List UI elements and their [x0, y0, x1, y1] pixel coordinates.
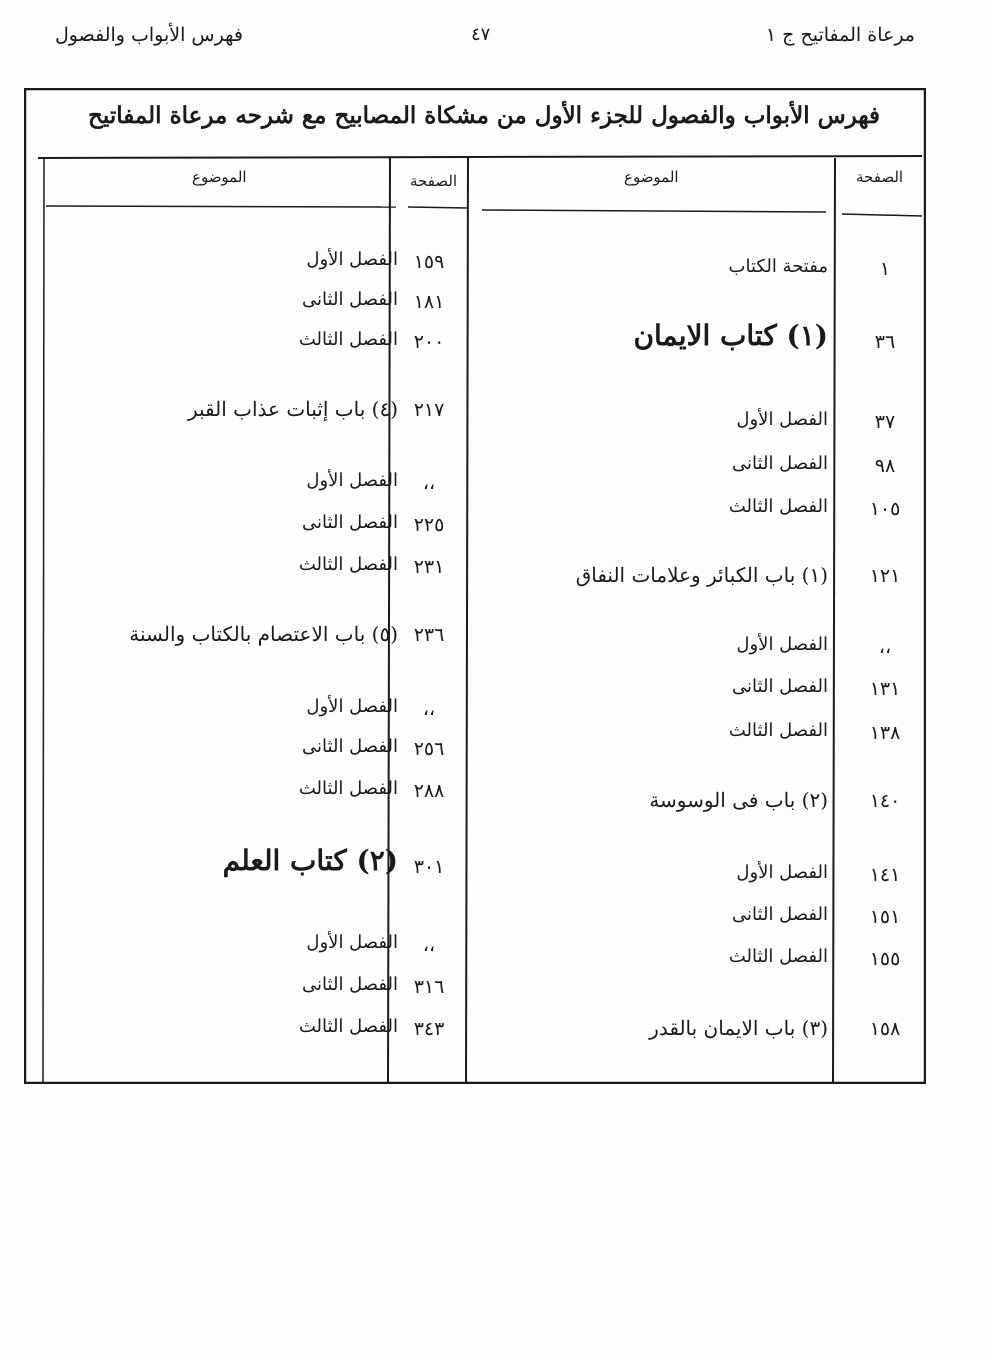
entry-page-number: ١٥٥: [869, 948, 901, 970]
section-entry: الفصل الثالث: [298, 1016, 398, 1037]
entry-page-number: ٢٣١: [413, 556, 445, 578]
entry-page-number: ٢٢٥: [413, 514, 445, 536]
book-heading: (١) كتاب الايمان: [633, 319, 828, 352]
section-entry: الفصل الثالث: [728, 720, 828, 741]
section-entry: الفصل الأول: [306, 249, 398, 270]
section-entry: الفصل الأول: [736, 634, 828, 655]
entry-page-number: ١: [879, 258, 891, 280]
section-entry: الفصل الثانى: [302, 512, 398, 533]
entry-page-number: ٢٣٦: [413, 624, 445, 646]
page-column-header-right: الصفحة: [856, 168, 904, 186]
chapter-heading: (٢) باب فى الوسوسة: [649, 788, 828, 812]
entry-page-number: ١٥١: [869, 906, 901, 928]
entry-page-number: ٣٠١: [413, 856, 445, 878]
section-entry: الفصل الأول: [306, 470, 398, 491]
entry-page-number: ٣٤٣: [413, 1018, 445, 1040]
chapter-heading: (٥) باب الاعتصام بالكتاب والسنة: [129, 622, 398, 646]
entry-page-number: ،،: [422, 472, 436, 494]
section-entry: الفصل الأول: [306, 696, 398, 717]
topic-column-header-left: الموضوع: [192, 168, 247, 186]
entry-page-number: ٢٠٠: [413, 331, 445, 353]
entry-page-number: ٣٦: [874, 331, 896, 353]
section-entry: الفصل الثانى: [732, 676, 828, 697]
entry-page-number: ١٢١: [869, 565, 901, 587]
index-table: [24, 88, 926, 1084]
section-entry: الفصل الثانى: [732, 904, 828, 925]
running-header-right: مرعاة المفاتيح ج ١: [765, 24, 915, 46]
entry-page-number: ٣١٦: [413, 976, 445, 998]
section-entry: الفصل الثانى: [732, 453, 828, 474]
entry-page-number: ١٠٥: [869, 498, 901, 520]
section-entry: الفصل الثالث: [728, 946, 828, 967]
entry-page-number: ١٤٠: [869, 790, 901, 812]
section-entry: الفصل الثالث: [298, 778, 398, 799]
section-entry: الفصل الأول: [736, 409, 828, 430]
section-entry: الفصل الثالث: [298, 329, 398, 350]
page-column-header-left: الصفحة: [410, 172, 458, 190]
section-entry: الفصل الثانى: [302, 736, 398, 757]
entry-page-number: ،،: [422, 698, 436, 720]
entry-page-number: ١٥٨: [869, 1018, 901, 1040]
running-header-left: فهرس الأبواب والفصول: [55, 24, 243, 46]
section-entry: الفصل الأول: [306, 932, 398, 953]
entry-page-number: ،،: [878, 636, 892, 658]
entry-page-number: ٢١٧: [413, 399, 445, 421]
chapter-heading: (٣) باب الايمان بالقدر: [649, 1016, 828, 1040]
entry-page-number: ٣٧: [874, 411, 896, 433]
entry-page-number: ١٨١: [413, 291, 445, 313]
section-entry: مفتحة الكتاب: [728, 256, 828, 277]
entry-page-number: ٩٨: [874, 455, 896, 477]
entry-page-number: ،،: [422, 934, 436, 956]
page-number: ٤٧: [471, 24, 491, 45]
section-entry: الفصل الثالث: [728, 496, 828, 517]
entry-page-number: ١٣٨: [869, 722, 901, 744]
entry-page-number: ١٥٩: [413, 251, 445, 273]
section-entry: الفصل الثانى: [302, 289, 398, 310]
entry-page-number: ٢٨٨: [413, 780, 445, 802]
page-title: فهرس الأبواب والفصول للجزء الأول من مشكاة المصابيح مع شرحه مرعاة المفاتيح: [88, 102, 880, 129]
topic-column-header-right: الموضوع: [624, 168, 679, 186]
book-heading: (٢) كتاب العلم: [222, 844, 398, 877]
section-entry: الفصل الثالث: [298, 554, 398, 575]
chapter-heading: (١) باب الكبائر وعلامات النفاق: [575, 563, 828, 587]
entry-page-number: ١٣١: [869, 678, 901, 700]
section-entry: الفصل الأول: [736, 862, 828, 883]
entry-page-number: ٢٥٦: [413, 738, 445, 760]
entry-page-number: ١٤١: [869, 864, 901, 886]
chapter-heading: (٤) باب إثبات عذاب القبر: [187, 397, 398, 421]
section-entry: الفصل الثانى: [302, 974, 398, 995]
